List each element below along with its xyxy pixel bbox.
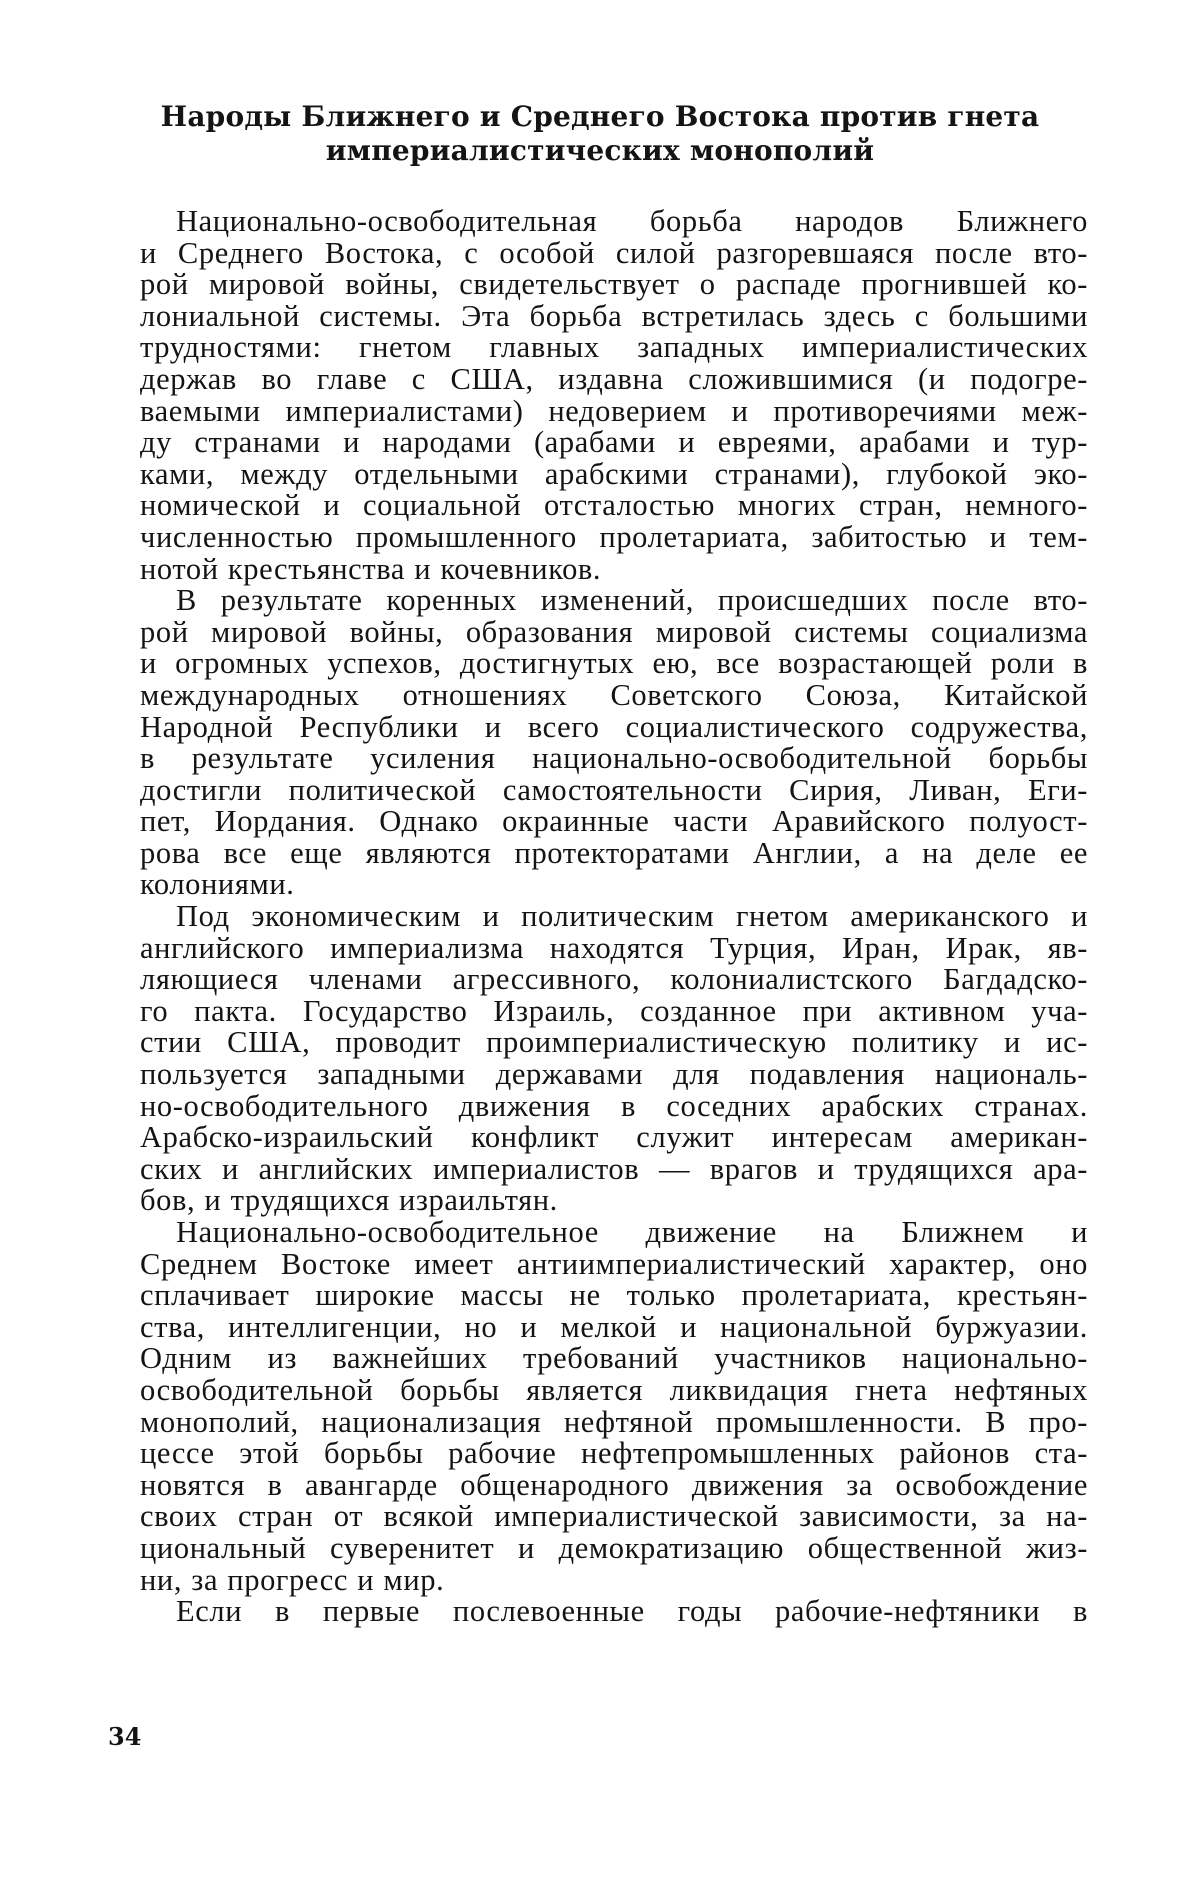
text-line: Национально-освободительное движение на Ближнем и [140, 1217, 1088, 1249]
text-line: держав во главе с США, издавна сложившимися (и подогре- [140, 364, 1088, 396]
text-line: международных отношениях Советского Союза, Китайской [140, 680, 1088, 712]
text-line: ками, между отдельными арабскими странами), глубокой эко- [140, 459, 1088, 491]
text-line: достигли политической самостоятельности Сирия, Ливан, Еги- [140, 775, 1088, 807]
text-line: ства, интеллигенции, но и мелкой и национальной буржуазии. [140, 1312, 1088, 1344]
book-page [0, 0, 1200, 1897]
text-line: новятся в авангарде общенародного движения за освобождение [140, 1470, 1088, 1502]
paragraph [140, 901, 1088, 1217]
paragraph [140, 1596, 1088, 1628]
text-line: номической и социальной отсталостью многих стран, немного- [140, 490, 1088, 522]
text-line: монополий, национализация нефтяной промышленности. В про- [140, 1407, 1088, 1439]
text-line: но-освободительного движения в соседних арабских странах. [140, 1091, 1088, 1123]
text-line: пет, Иордания. Однако окраинные части Аравийского полуост- [140, 806, 1088, 838]
body-text [140, 206, 1088, 1628]
text-line: Арабско-израильский конфликт служит интересам американ- [140, 1122, 1088, 1154]
text-line: пользуется западными державами для подавления националь- [140, 1059, 1088, 1091]
text-line: лониальной системы. Эта борьба встретилась здесь с большими [140, 301, 1088, 333]
text-line: колониями. [140, 869, 1088, 901]
text-line: и Среднего Востока, с особой силой разгоревшаяся после вто- [140, 238, 1088, 270]
text-line: го пакта. Государство Израиль, созданное при активном уча- [140, 996, 1088, 1028]
text-line: своих стран от всякой империалистической зависимости, за на- [140, 1501, 1088, 1533]
text-line: ляющиеся членами агрессивного, колониалистского Багдадско- [140, 964, 1088, 996]
text-line: сплачивает широкие массы не только пролетариата, крестьян- [140, 1280, 1088, 1312]
text-line: бов, и трудящихся израильтян. [140, 1185, 1088, 1217]
text-line: циональный суверенитет и демократизацию общественной жиз- [140, 1533, 1088, 1565]
heading-line-2: империалистических монополий [140, 134, 1060, 168]
text-line: ваемыми империалистами) недоверием и противоречиями меж- [140, 396, 1088, 428]
text-line: Под экономическим и политическим гнетом американского и [140, 901, 1088, 933]
text-line: английского империализма находятся Турция, Иран, Ирак, яв- [140, 933, 1088, 965]
text-line: Национально-освободительная борьба народов Ближнего [140, 206, 1088, 238]
text-line: В результате коренных изменений, происшедших после вто- [140, 585, 1088, 617]
text-line: рой мировой войны, свидетельствует о распаде прогнившей ко- [140, 269, 1088, 301]
paragraph [140, 585, 1088, 901]
chapter-heading [140, 100, 1060, 168]
text-line: ни, за прогресс и мир. [140, 1565, 1088, 1597]
text-line: стии США, проводит проимпериалистическую политику и ис- [140, 1027, 1088, 1059]
text-line: в результате усиления национально-освободительной борьбы [140, 743, 1088, 775]
heading-line-1: Народы Ближнего и Среднего Востока против гнета [140, 100, 1060, 134]
text-line: нотой крестьянства и кочевников. [140, 554, 1088, 586]
text-line: Если в первые послевоенные годы рабочие-нефтяники в [140, 1596, 1088, 1628]
text-line: Одним из важнейших требований участников национально- [140, 1343, 1088, 1375]
paragraph [140, 206, 1088, 585]
paragraph [140, 1217, 1088, 1596]
page-number: 34 [108, 1723, 141, 1751]
text-line: ских и английских империалистов — врагов и трудящихся ара- [140, 1154, 1088, 1186]
text-line: и огромных успехов, достигнутых ею, все возрастающей роли в [140, 648, 1088, 680]
text-line: Среднем Востоке имеет антиимпериалистический характер, оно [140, 1249, 1088, 1281]
text-line: цессе этой борьбы рабочие нефтепромышленных районов ста- [140, 1438, 1088, 1470]
text-line: рой мировой войны, образования мировой системы социализма [140, 617, 1088, 649]
text-line: ду странами и народами (арабами и евреями, арабами и тур- [140, 427, 1088, 459]
text-line: Народной Республики и всего социалистического содружества, [140, 712, 1088, 744]
text-line: численностью промышленного пролетариата, забитостью и тем- [140, 522, 1088, 554]
text-line: рова все еще являются протекторатами Англии, а на деле ее [140, 838, 1088, 870]
text-line: трудностями: гнетом главных западных империалистических [140, 332, 1088, 364]
text-line: освободительной борьбы является ликвидация гнета нефтяных [140, 1375, 1088, 1407]
